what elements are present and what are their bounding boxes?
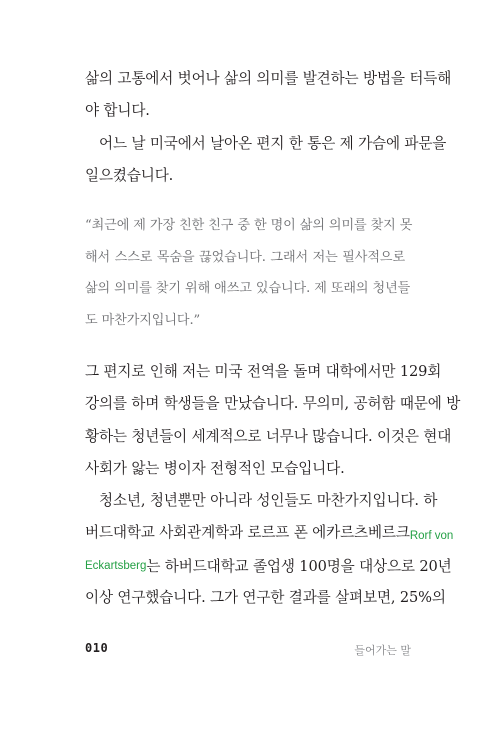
korean-text: 버드대학교 사회관계학과 로르프 폰 에카르츠베르크 bbox=[85, 524, 410, 542]
text-line: 황하는 청년들이 세계적으로 너무나 많습니다. 이것은 현대 bbox=[85, 427, 452, 445]
body-paragraph-2 bbox=[85, 128, 447, 193]
quote-line: 도 마찬가지입니다.” bbox=[85, 313, 201, 329]
block-quote-body bbox=[85, 210, 413, 337]
body-paragraph-3 bbox=[85, 356, 461, 485]
text-line: 이상 연구했습니다. 그가 연구한 결과를 살펴보면, 25%의 bbox=[85, 589, 446, 607]
text-line: 강의를 하며 학생들을 만났습니다. 무의미, 공허함 때문에 방 bbox=[85, 395, 461, 413]
quote-line: “최근에 제 가장 친한 친구 중 한 명이 삶의 의미를 찾지 못 bbox=[85, 218, 413, 233]
text-line: 그 편지로 인해 저는 미국 전역을 돌며 대학에서만 129회 bbox=[85, 363, 442, 380]
original-name-text: Rorf von bbox=[409, 530, 454, 543]
text-line-with-name bbox=[85, 550, 452, 582]
original-name-text: Eckartsberg bbox=[85, 559, 147, 572]
body-paragraph-1 bbox=[85, 63, 452, 128]
korean-text: 는 하버드대학교 졸업생 100명을 대상으로 20년 bbox=[146, 557, 452, 575]
text-line: 청소년, 청년뿐만 아니라 성인들도 마찬가지입니다. 하 bbox=[99, 492, 438, 510]
body-paragraph-4 bbox=[85, 485, 454, 614]
quote-line: 해서 스스로 목숨을 끊었습니다. 그래서 저는 필사적으로 bbox=[85, 249, 405, 265]
running-head: 들어가는 말 bbox=[354, 644, 411, 657]
text-line-with-name bbox=[85, 517, 454, 549]
text-line: 일으켰습니다. bbox=[85, 166, 174, 184]
page-number: 010 bbox=[85, 641, 109, 655]
quote-line: 삶의 의미를 찾기 위해 애쓰고 있습니다. 제 또래의 청년들 bbox=[85, 281, 411, 297]
text-line: 사회가 앓는 병이자 전형적인 모습입니다. bbox=[85, 459, 345, 477]
text-line: 야 합니다. bbox=[85, 102, 150, 120]
text-line: 어느 날 미국에서 날아온 편지 한 통은 제 가슴에 파문을 bbox=[99, 134, 447, 152]
text-line: 삶의 고통에서 벗어나 삶의 의미를 발견하는 방법을 터득해 bbox=[85, 70, 452, 87]
